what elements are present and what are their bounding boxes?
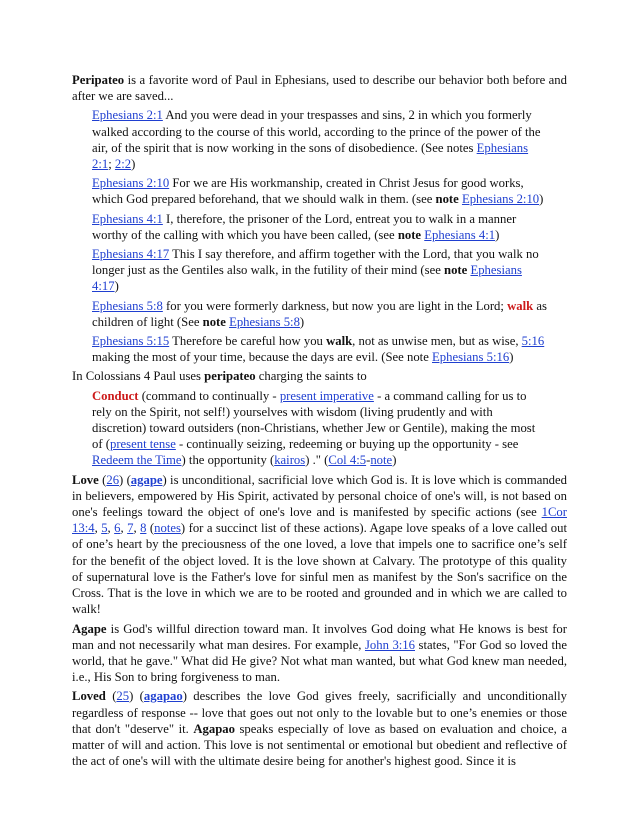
link-eph-5-15[interactable]: Ephesians 5:15 bbox=[92, 334, 170, 349]
term-agapao: Agapao bbox=[193, 721, 235, 736]
link-verse-7[interactable]: 7 bbox=[127, 521, 134, 536]
term-loved: Loved bbox=[72, 689, 106, 704]
link-note-eph-4-17[interactable]: Ephesians 4:17 bbox=[92, 263, 522, 294]
link-eph-2-1[interactable]: Ephesians 2:1 bbox=[92, 108, 163, 123]
separator: , bbox=[107, 521, 115, 536]
separator: , bbox=[94, 521, 102, 536]
emphasis-walk: walk bbox=[326, 334, 353, 349]
link-kairos[interactable]: kairos bbox=[274, 453, 306, 468]
link-eph-4-1[interactable]: Ephesians 4:1 bbox=[92, 211, 163, 226]
close-paren: ) bbox=[495, 227, 500, 242]
link-col-4-5[interactable]: Col 4:5 bbox=[328, 453, 367, 468]
verse-text: for you were formerly darkness, but now you are light in the Lord; bbox=[162, 298, 508, 313]
link-eph-4-17[interactable]: Ephesians 4:17 bbox=[92, 247, 170, 262]
paragraph-text: ) describes the love God gives freely, sacrificially and unconditionally regardless of response -- love that goes out not only to the lovable but to one’s enemies or those that don't "deserve" it. bbox=[72, 689, 567, 736]
verse-eph-4-1 bbox=[92, 211, 547, 243]
verse-text: , not as unwise men, but as wise, bbox=[352, 334, 522, 349]
link-notes[interactable]: notes bbox=[154, 521, 181, 536]
verse-text: - a command calling for us to rely on the Spirit, not self!) yourselves with wisdom (living prudently and with discretion) toward outsiders (non-Christians, whether Jew or Gentile), making the most of ( bbox=[92, 388, 536, 452]
link-agape[interactable]: agape bbox=[130, 472, 163, 487]
term-love: Love bbox=[72, 472, 99, 487]
separator: , bbox=[120, 521, 128, 536]
separator: , bbox=[133, 521, 141, 536]
verse-text: (command to continually - bbox=[138, 388, 280, 403]
verse-eph-5-8 bbox=[92, 298, 547, 330]
note-label: note bbox=[202, 314, 226, 329]
verse-text: ) ." ( bbox=[305, 453, 329, 468]
close-paren: ) bbox=[299, 314, 305, 329]
paragraph-peripateo bbox=[72, 72, 567, 104]
paragraph-text: is a favorite word of Paul in Ephesians, used to describe our behavior both before and after we are saved... bbox=[72, 73, 567, 104]
open-paren: ( bbox=[98, 472, 107, 487]
verse-eph-4-17 bbox=[92, 246, 547, 295]
open-paren: ( bbox=[105, 689, 117, 704]
verse-conduct bbox=[92, 388, 537, 469]
link-verse-6[interactable]: 6 bbox=[114, 521, 121, 536]
verse-text: as children of light (See bbox=[92, 298, 547, 329]
note-label: note bbox=[397, 227, 422, 242]
link-strongs-26[interactable]: 26 bbox=[106, 472, 120, 487]
term-conduct: Conduct bbox=[92, 388, 139, 403]
close-paren: ) bbox=[114, 279, 119, 294]
paragraph-loved bbox=[72, 688, 567, 769]
link-redeem-the-time[interactable]: Redeem the Time bbox=[92, 453, 182, 468]
verse-text: - continually seizing, redeeming or buying up the opportunity - see bbox=[175, 437, 519, 452]
verse-eph-2-10 bbox=[92, 175, 547, 207]
separator: ( bbox=[146, 521, 155, 536]
link-present-tense[interactable]: present tense bbox=[109, 437, 176, 452]
note-label: note bbox=[444, 263, 468, 278]
link-note[interactable]: note bbox=[370, 453, 393, 468]
verse-eph-5-15 bbox=[92, 333, 547, 365]
verse-text: This I say therefore, and affirm together with the Lord, that you walk no longer just as the Gentiles also walk, in the futility of their mind (see bbox=[92, 247, 539, 278]
link-note-eph-5-16[interactable]: Ephesians 5:16 bbox=[432, 350, 510, 365]
verse-eph-2-1 bbox=[92, 107, 547, 172]
link-note-2-2[interactable]: 2:2 bbox=[114, 157, 132, 172]
paragraph-text: states, "For God so loved the world, that he gave." What did He give? Not what man wanted, but what God knew man needed, i.e., His Son to bring forgiveness to man. bbox=[72, 637, 568, 685]
link-5-16[interactable]: 5:16 bbox=[521, 334, 545, 349]
link-note-eph-2-1[interactable]: Ephesians 2:1 bbox=[92, 140, 529, 172]
close-paren: ) bbox=[509, 350, 514, 365]
separator: ; bbox=[108, 157, 115, 172]
link-note-eph-2-10[interactable]: Ephesians 2:10 bbox=[461, 192, 540, 207]
term-peripateo: peripateo bbox=[204, 369, 256, 384]
link-verse-8[interactable]: 8 bbox=[140, 521, 147, 536]
paragraph-love bbox=[72, 472, 567, 618]
paragraph-text: In Colossians 4 Paul uses bbox=[72, 369, 205, 384]
verse-text: making the most of your time, because the days are evil. (See note bbox=[92, 350, 432, 365]
paragraph-colossians bbox=[72, 368, 567, 384]
close-paren: ) bbox=[539, 192, 544, 207]
document-page bbox=[72, 72, 567, 772]
verse-text: I, therefore, the prisoner of the Lord, entreat you to walk in a manner worthy of the calling with which you have been called, (see bbox=[92, 211, 517, 242]
verse-text: Therefore be careful how you bbox=[169, 334, 327, 349]
link-present-imperative[interactable]: present imperative bbox=[279, 388, 374, 403]
highlight-walk: walk bbox=[507, 298, 534, 313]
verse-text: And you were dead in your trespasses and sins, 2 in which you formerly walked according to the course of this world, according to the prince of the power of the air, of the spirit that is now working in the sons of disobedience. (See notes bbox=[92, 108, 541, 155]
paragraph-text: charging the saints to bbox=[255, 369, 367, 384]
link-john-3-16[interactable]: John 3:16 bbox=[364, 637, 415, 652]
separator: - bbox=[366, 453, 371, 468]
paragraph-agape bbox=[72, 621, 567, 686]
close-paren: ) bbox=[131, 157, 136, 172]
close-paren: ) bbox=[392, 453, 397, 468]
separator: ) ( bbox=[129, 689, 144, 704]
link-eph-2-10[interactable]: Ephesians 2:10 bbox=[92, 176, 170, 191]
paragraph-text: ) is unconditional, sacrificial love which God is. It is love which is commanded in believers, empowered by His Spirit, activated by personal choice of one's will, is not based on one's feelings toward the object of one's love and is manifested by specific actions (see bbox=[72, 472, 568, 520]
verse-text: For we are His workmanship, created in Christ Jesus for good works, which God prepared beforehand, that we should walk in them. (see bbox=[92, 176, 524, 207]
term-peripateo: Peripateo bbox=[72, 73, 125, 87]
verse-text: ) the opportunity ( bbox=[181, 453, 275, 468]
note-label: note bbox=[435, 192, 459, 207]
paragraph-text: ) for a succinct list of these actions). Agape love speaks of a love called out of one’s heart by the preciousness of the one loved, a love that impels one to sacrifice one’s self for the benefit of the object loved. It is the love shown at Calvary. The prototype of this quality of supernatural love is the Father's love for sinful men as manifest by the Son's sacrifice on the Cross. That is the love in which we are to be rooted and grounded and in which we are called to walk! bbox=[72, 521, 568, 617]
term-agape: Agape bbox=[72, 621, 107, 636]
link-agapao[interactable]: agapao bbox=[143, 689, 183, 704]
paragraph-text: is God's willful direction toward man. It involves God doing what He knows is best for man and not necessarily what man desires. For example, bbox=[72, 621, 567, 652]
link-note-eph-5-8[interactable]: Ephesians 5:8 bbox=[229, 314, 300, 329]
link-strongs-25[interactable]: 25 bbox=[116, 689, 130, 704]
separator: ) ( bbox=[119, 472, 131, 487]
link-1cor-13-4[interactable]: 1Cor 13:4 bbox=[72, 505, 567, 536]
link-verse-5[interactable]: 5 bbox=[101, 521, 108, 536]
paragraph-text: speaks especially of love as based on evaluation and choice, a matter of will and action. This love is not sentimental or emotional but obedient and reflective of the act of one's will with the ultimate desire being for another's highest good. Since it is bbox=[72, 721, 567, 769]
link-eph-5-8[interactable]: Ephesians 5:8 bbox=[92, 298, 163, 313]
link-note-eph-4-1[interactable]: Ephesians 4:1 bbox=[424, 227, 496, 242]
